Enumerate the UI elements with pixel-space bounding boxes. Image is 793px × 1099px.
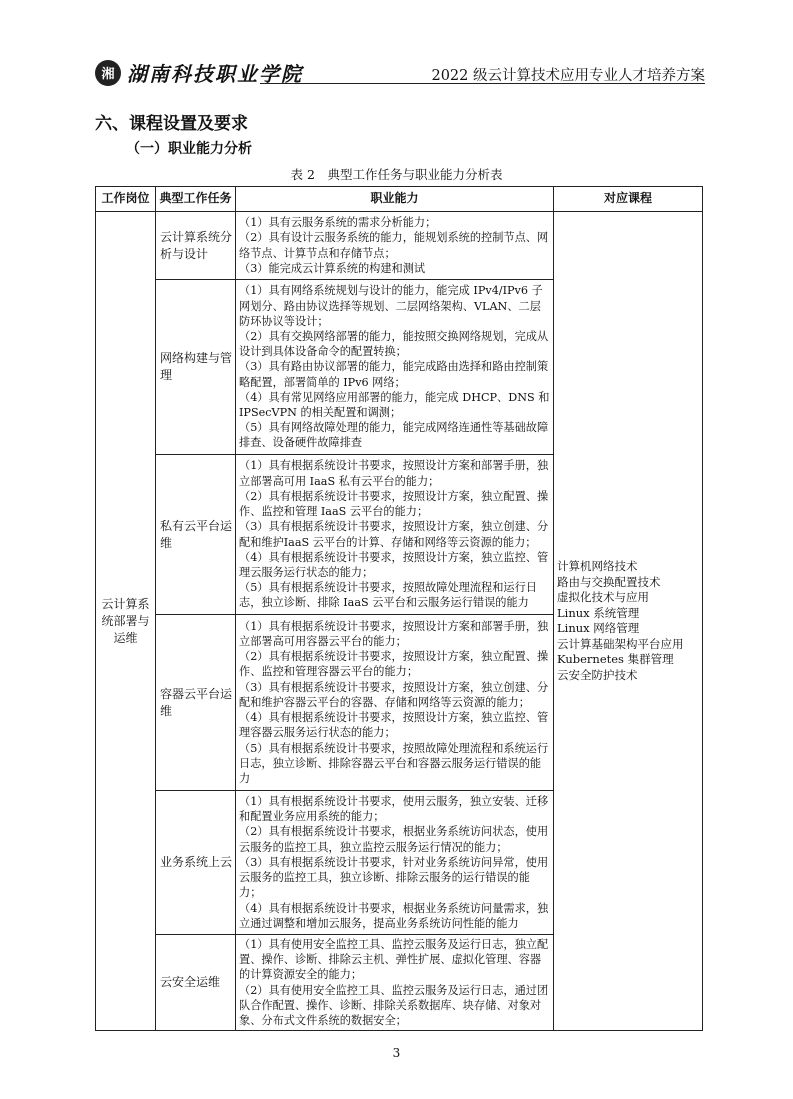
ability-item: （2）具有交换网络部署的能力，能按照交换网络规划，完成从设计到具体设备命令的配置转换；: [239, 329, 549, 359]
ability-cell: [236, 455, 554, 615]
task-cell: 私有云平台运维: [156, 455, 236, 615]
ability-item: （3）具有根据系统设计书要求，针对业务系统访问异常，使用云服务的监控工具，独立诊断、排除云服务的运行错误的能力；: [239, 855, 549, 900]
task-cell: 业务系统上云: [156, 791, 236, 935]
course-item: 云安全防护技术: [557, 667, 638, 682]
ability-item: （3）具有根据系统设计书要求，按照设计方案，独立创建、分配和维护容器云平台的容器、存储和网络等云资源的能力；: [239, 680, 549, 709]
ability-item: （5）具有根据系统设计书要求，按照故障处理流程和系统运行日志，独立诊断、排除容器云平台和容器云服务运行错误的能力: [239, 741, 549, 785]
ability-cell: [236, 935, 554, 1031]
school-seal-icon: 湘: [95, 60, 121, 86]
course-cell: [554, 212, 703, 1031]
course-item: 虚拟化技术与应用: [557, 590, 649, 604]
section-title: 六、课程设置及要求: [95, 114, 248, 134]
course-item: Linux 网络管理: [557, 621, 640, 635]
ability-item: （4）具有根据系统设计书要求，根据业务系统访问量需求，独立通过调整和增加云服务，提高业务系统访问性能的能力: [239, 901, 549, 930]
course-item: Kubernetes 集群管理: [557, 652, 674, 666]
ability-item: （1）具有根据系统设计书要求，使用云服务，独立安装、迁移和配置业务应用系统的能力；: [239, 795, 549, 824]
ability-item: （2）具有使用安全监控工具、监控云服务及运行日志，通过团队合作配置、操作、诊断、排除关系数据库、块存储、对象对象、分布式文件系统的数据安全；: [239, 983, 549, 1027]
ability-item: （5）具有网络故障处理的能力，能完成网络连通性等基础故障排查、设备硬件故障排查: [239, 421, 549, 450]
ability-item: （3）具有路由协议部署的能力，能完成路由选择和路由控制策略配置，部署简单的 IPv6 网络；: [239, 360, 549, 389]
task-cell: 云安全运维: [156, 935, 236, 1031]
course-item: 云计算基础架构平台应用: [557, 636, 684, 651]
header-post: 工作岗位: [96, 187, 156, 212]
ability-item: （1）具有云服务系统的需求分析能力；: [239, 216, 437, 230]
ability-item: （4）具有根据系统设计书要求，按照设计方案，独立监控、管理容器云服务运行状态的能力；: [239, 711, 549, 740]
ability-item: （2）具有根据系统设计书要求，按照设计方案，独立配置、操作、监控和管理 IaaS 云平台的能力；: [239, 489, 549, 519]
page-number: 3: [392, 1046, 401, 1060]
ability-item: （1）具有使用安全监控工具、监控云服务及运行日志，独立配置、操作、诊断、排除云主机、弹性扩展、虚拟化管理、容器的计算资源安全的能力；: [239, 937, 549, 982]
ability-item: （1）具有根据系统设计书要求，按照设计方案和部署手册，独立部署高可用 IaaS 私有云平台的能力；: [239, 459, 549, 488]
course-item: 路由与交换配置技术: [557, 574, 661, 589]
task-cell: 网络构建与管理: [156, 280, 236, 455]
ability-cell: [236, 280, 554, 455]
ability-item: （3）能完成云计算系统的构建和测试: [239, 261, 426, 275]
page-header: [95, 58, 705, 86]
ability-item: （1）具有根据系统设计书要求，按照设计方案和部署手册，独立部署高可用容器云平台的能力；: [239, 619, 549, 649]
table-header-row: [96, 187, 703, 212]
header-course: 对应课程: [554, 187, 703, 212]
header-ability: 职业能力: [236, 187, 554, 212]
ability-item: （2）具有根据系统设计书要求，根据业务系统访问状态，使用云服务的监控工具，独立监控云服务运行情况的能力；: [239, 825, 549, 854]
ability-cell: [236, 615, 554, 791]
document-title: 2022 级云计算技术应用专业人才培养方案: [431, 68, 705, 84]
header-divider: [260, 83, 705, 84]
ability-item: （3）具有根据系统设计书要求，按照设计方案，独立创建、分配和维护IaaS 云平台的计算、存储和网络等云资源的能力；: [239, 520, 549, 549]
table-row: [96, 212, 703, 280]
post-cell: 云计算系统部署与运维: [96, 212, 156, 1031]
course-item: 计算机网络技术: [557, 559, 638, 573]
ability-cell: [236, 212, 554, 280]
ability-analysis-table: [95, 186, 703, 1031]
ability-item: （2）具有根据系统设计书要求，按照设计方案，独立配置、操作、监控和管理容器云平台的能力；: [239, 650, 549, 679]
school-name: 湖南科技职业学院: [127, 62, 303, 86]
ability-item: （1）具有网络系统规划与设计的能力，能完成 IPv4/IPv6 子网划分、路由协议选择等规划、二层网络架构、VLAN、二层防环协议等设计；: [239, 284, 543, 328]
ability-item: （4）具有根据系统设计书要求，按照设计方案，独立监控、管理云服务运行状态的能力；: [239, 550, 549, 579]
ability-item: （2）具有设计云服务系统的能力，能规划系统的控制节点、网络节点、计算节点和存储节点；: [239, 231, 549, 260]
ability-cell: [236, 791, 554, 935]
task-cell: 云计算系统分析与设计: [156, 212, 236, 280]
ability-item: （4）具有常见网络应用部署的能力，能完成 DHCP、DNS 和 IPSecVPN 的相关配置和调测；: [239, 390, 550, 419]
task-cell: 容器云平台运维: [156, 615, 236, 791]
subsection-title: （一）职业能力分析: [126, 141, 252, 157]
table-caption: 表 2 典型工作任务与职业能力分析表: [290, 167, 503, 182]
course-item: Linux 系统管理: [557, 605, 640, 620]
ability-item: （5）具有根据系统设计书要求，按照故障处理流程和运行日志，独立诊断、排除 IaaS 云平台和云服务运行错误的能力: [239, 581, 537, 610]
header-task: 典型工作任务: [156, 187, 236, 212]
